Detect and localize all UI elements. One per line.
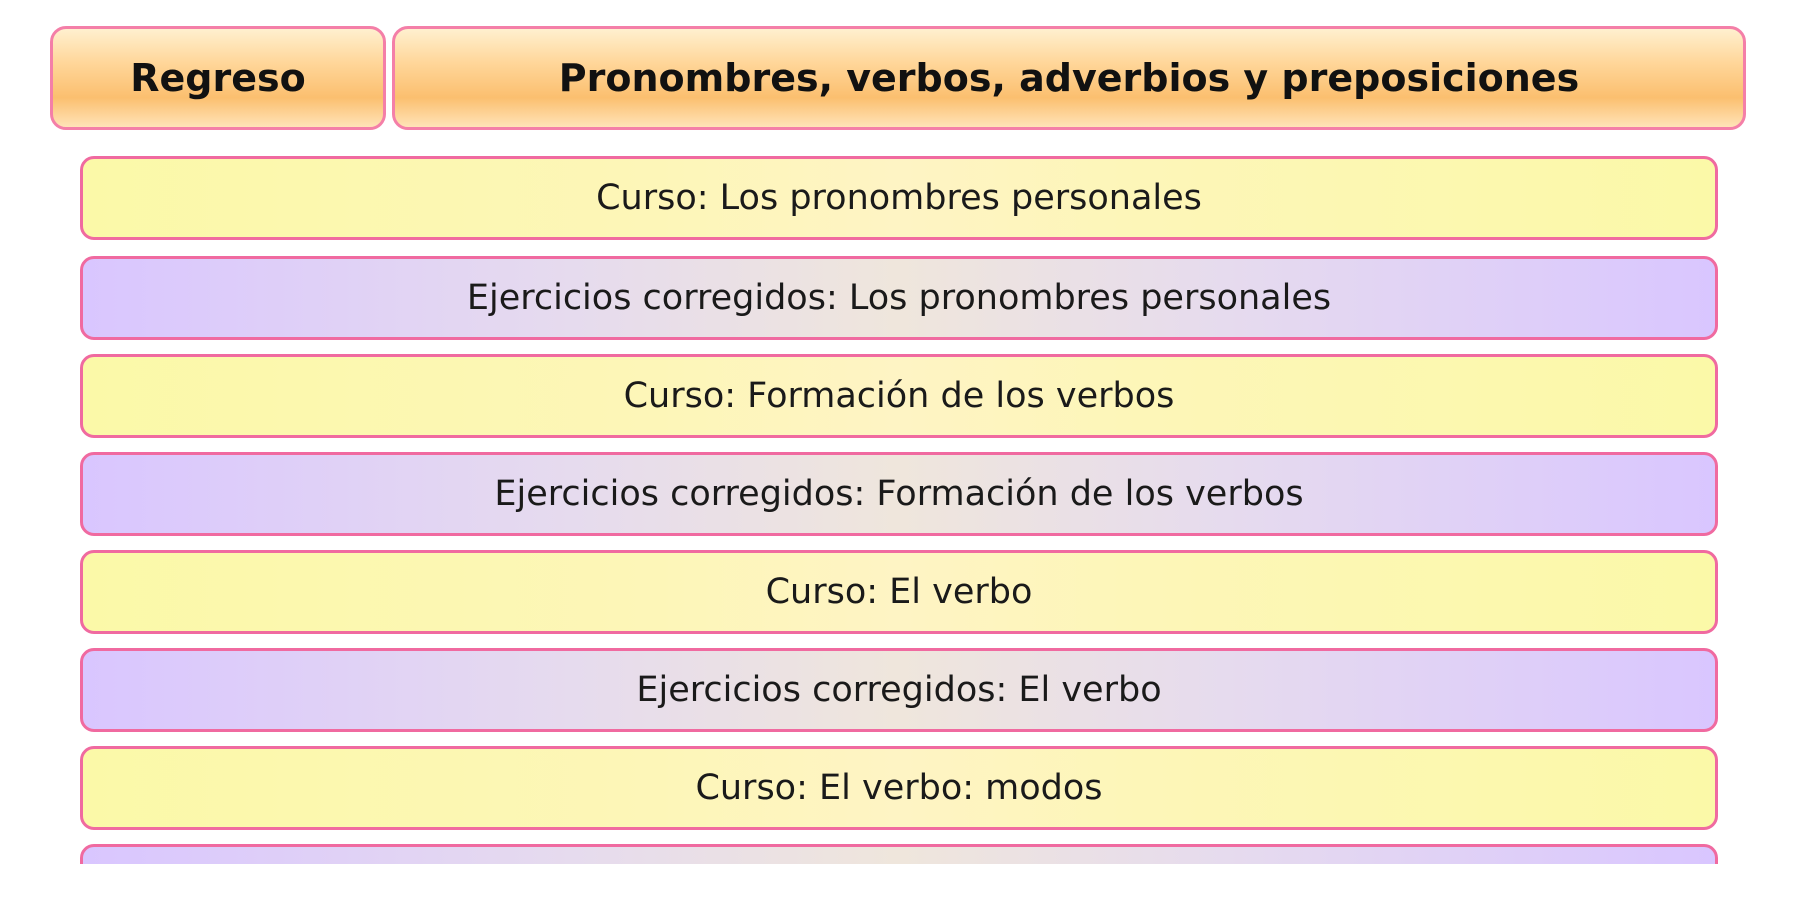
list-item-label: Curso: El verbo: [765, 572, 1033, 612]
back-button-label: Regreso: [130, 56, 306, 100]
back-button[interactable]: [50, 26, 386, 130]
list-item-course-pronouns[interactable]: [80, 156, 1718, 240]
list-item-exercises-verb-formation[interactable]: [80, 452, 1718, 536]
list-item-course-verb-modes[interactable]: [80, 746, 1718, 830]
list-item-label: Curso: El verbo: modos: [695, 768, 1103, 808]
page-title: [392, 26, 1746, 130]
list-item-course-verb-formation[interactable]: [80, 354, 1718, 438]
list-item-label: Ejercicios corregidos: El verbo: [636, 670, 1162, 710]
list-item-partial[interactable]: [80, 844, 1718, 864]
list-item-exercises-verb[interactable]: [80, 648, 1718, 732]
lesson-list[interactable]: [80, 156, 1718, 864]
list-item-label: Curso: Los pronombres personales: [596, 178, 1202, 218]
list-item-label: Ejercicios corregidos: Los pronombres personales: [466, 278, 1332, 318]
list-item-course-verb[interactable]: [80, 550, 1718, 634]
list-item-label: Ejercicios corregidos: Formación de los verbos: [494, 474, 1304, 514]
page-title-label: Pronombres, verbos, adverbios y preposiciones: [558, 56, 1580, 100]
list-item-exercises-pronouns[interactable]: [80, 256, 1718, 340]
list-item-label: Curso: Formación de los verbos: [623, 376, 1175, 416]
